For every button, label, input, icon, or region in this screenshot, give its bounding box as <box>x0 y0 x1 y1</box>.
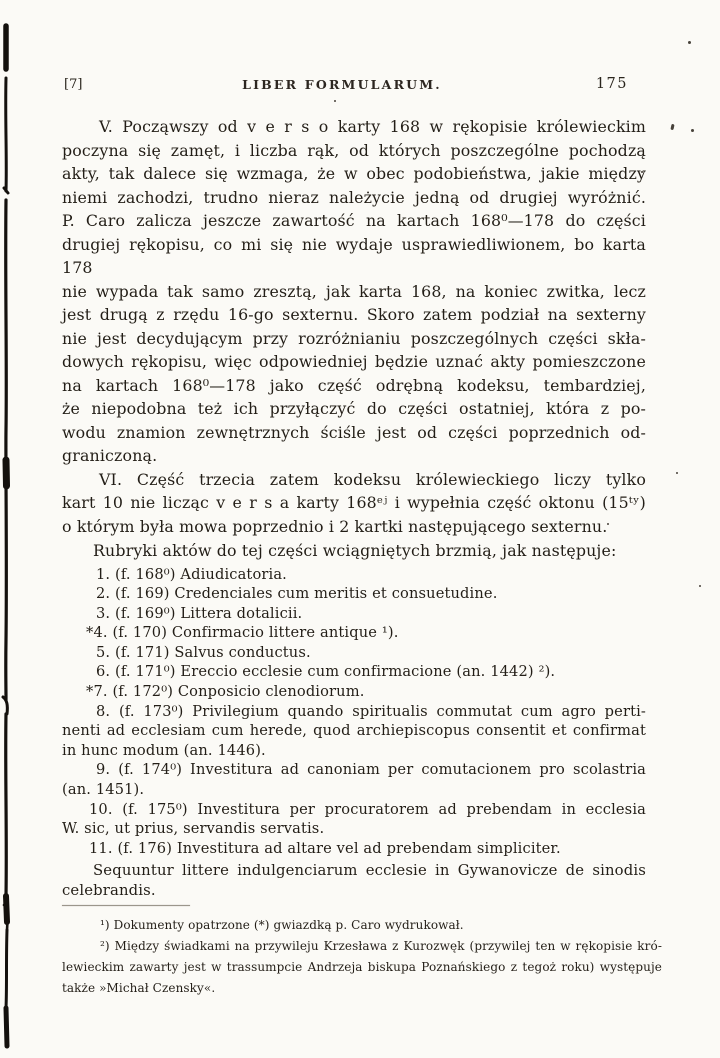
text-line: P. Caro zalicza jeszcze zawartość na kartach 168⁰—178 do części <box>62 211 646 230</box>
text-line: drugiej rękopisu, co mi się nie wydaje usprawiedliwionem, bo karta 178 <box>62 234 646 277</box>
text-line: nie jest decydującym przy rozróżnianiu poszczególnych części skła- <box>62 328 646 348</box>
text-line: poczyna się zamęt, i liczba rąk, od których poszczególne pochodzą <box>62 140 646 160</box>
list-item: 6. (f. 171⁰) Ereccio ecclesie cum confirmacione (an. 1442) ²). <box>96 663 556 681</box>
list-item: 11. (f. 176) Investitura ad altare vel ad prebendam simpliciter. <box>89 839 561 857</box>
text-line: lewieckim zawarty jest w trassumpcie Andrzeja biskupa Poznańskiego z tegoż roku) występuje <box>62 960 662 975</box>
list-item: *4. (f. 170) Confirmacio littere antique ¹). <box>86 624 399 642</box>
text-line: in hunc modum (an. 1446). <box>62 741 266 759</box>
text-line: kart 10 nie licząc v e r s a karty 168ᵉʲ i wypełnia część oktonu (15ᵗʸ) <box>62 493 646 512</box>
text-line: nenti ad ecclesiam cum herede, quod archiepiscopus consentit et confirmat <box>62 722 646 740</box>
list-item: *7. (f. 172⁰) Conposicio clenodiorum. <box>86 683 365 701</box>
text-line: że niepodobna też ich przyłączyć do części ostatniej, która z po- <box>62 399 646 418</box>
text-line: o którym była mowa poprzednio i 2 kartki następującego sexternu. <box>62 516 608 536</box>
text-line: VI. Część trzecia zatem kodeksu królewieckiego liczy tylko <box>99 469 646 489</box>
text-line: niemi zachodzi, trudno nieraz należycie jedną od drugiej wyróżnić. <box>62 187 646 207</box>
rubric-intro <box>62 539 646 563</box>
paragraph-v <box>62 115 646 468</box>
list-item: 5. (f. 171) Salvus conductus. <box>96 643 311 661</box>
running-title: LIBER FORMULARUM. <box>242 77 442 92</box>
text-line: na kartach 168⁰—178 jako część odrębną kodeksu, tembardziej, <box>62 375 646 395</box>
list-item: 3. (f. 169⁰) Littera dotalicii. <box>96 604 303 622</box>
text-line: także »Michał Czensky«. <box>62 981 216 996</box>
footnote-2 <box>62 936 662 999</box>
text-line: nie wypada tak samo zresztą, jak karta 168, na koniec zwitka, lecz <box>62 281 646 301</box>
list-item <box>62 800 646 839</box>
list-item <box>62 702 646 761</box>
list-item <box>62 760 646 799</box>
footnote-separator <box>62 905 190 906</box>
text-line: 9. (f. 174⁰) Investitura ad canoniam per comutacionem pro scolastria <box>96 761 646 779</box>
paragraph-vi <box>62 468 646 539</box>
text-line: ²) Między świadkami na przywileju Krzesława z Kurozwęk (przywilej ten w rękopisie kró- <box>100 939 662 954</box>
text-line: (an. 1451). <box>62 781 145 799</box>
text-line: Sequuntur littere indulgenciarum ecclesie in Gywanovicze de sinodis <box>93 862 646 880</box>
text-line: jest drugą z rzędu 16-go sexternu. Skoro zatem podział na sexterny <box>62 305 646 324</box>
text-line: wodu znamion zewnętrznych ściśle jest od części poprzednich od- <box>62 422 646 442</box>
page-header <box>62 76 646 94</box>
closing-paragraph <box>62 861 646 901</box>
footnote-1: ¹) Dokumenty opatrzone (*) gwiazdką p. Caro wydrukował. <box>100 918 464 933</box>
text-line: 8. (f. 173⁰) Privilegium quando spiritualis commutat cum agro perti- <box>96 702 646 720</box>
text-line: akty, tak dalece się wzmaga, że w obec podobieństwa, jakie między <box>62 164 646 183</box>
text-line: celebrandis. <box>62 882 156 900</box>
text-line: Rubryki aktów do tej części wciągniętych brzmią, jak następuje: <box>93 541 617 560</box>
text-line: graniczoną. <box>62 446 158 465</box>
text-line: V. Począwszy od v e r s o karty 168 w rękopisie królewieckim <box>99 117 646 136</box>
text-line: dowych rękopisu, więc odpowiedniej będzie uznać akty pomieszczone <box>62 352 646 371</box>
text-line: 10. (f. 175⁰) Investitura per procuratorem ad prebendam in ecclesia <box>89 800 646 818</box>
rubric-list <box>62 565 646 859</box>
list-item: 2. (f. 169) Credenciales cum meritis et consuetudine. <box>96 585 498 603</box>
sheet-signature: [7] <box>64 77 83 92</box>
footnotes <box>62 915 662 999</box>
text-line: W. sic, ut prius, servandis servatis. <box>62 820 325 838</box>
page-number: 175 <box>595 76 628 92</box>
list-item: 1. (f. 168⁰) Adiudicatoria. <box>96 565 287 583</box>
